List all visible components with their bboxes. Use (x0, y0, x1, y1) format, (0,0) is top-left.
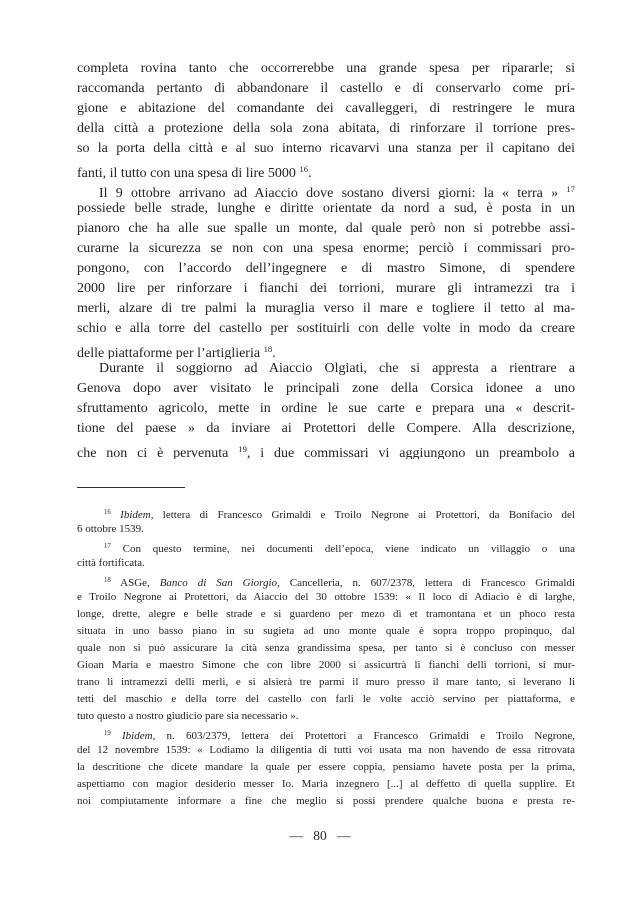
text-run: 6 ottobre 1539. (77, 523, 144, 535)
text-line (77, 219, 575, 239)
text-line (77, 589, 575, 606)
italic-text: Banco di San Giorgio (159, 576, 278, 589)
text-line (77, 572, 575, 589)
page-number-text: — 80 — (289, 828, 351, 843)
text-line (77, 725, 575, 742)
text-run: trano li intramezzi delli merli, e si alsierà tre parmi il muro presso il mare tanto, si leverano li (77, 676, 575, 688)
text-run: Genova dopo aver visitato le principali zone della Corsica idonee a uno (77, 381, 575, 396)
text-line (77, 319, 575, 339)
text-run: sfruttamento agricolo, mette in ordine le sue carte e prepara una « descrit- (77, 401, 575, 416)
paragraph (77, 572, 575, 725)
text-run: . (308, 165, 312, 179)
text-line (77, 759, 575, 776)
text-run: Durante il soggiorno ad Aiaccio Olgiati, che si appresta a rientrare a (99, 361, 575, 376)
text-line (77, 119, 575, 139)
footnote-marker: 17 (566, 184, 575, 194)
text-line (77, 640, 575, 657)
text-run: Gioan Maria e maestro Simone che con libre 2000 si assicurtrà li fianchi delli torrioni, si mur- (77, 659, 575, 671)
text-run: ASGe, (110, 576, 160, 589)
text-run: pongono, con l’accordo dell’ingegnere e di mastro Simone, di spendere (77, 261, 575, 276)
footnote-marker: 16 (299, 164, 309, 174)
text-line (77, 279, 575, 299)
footnotes (77, 504, 575, 810)
text-run: 2000 lire per rinforzare i fianchi dei torrioni, murare gli intramezzi tra i (77, 281, 575, 296)
paragraph (77, 179, 575, 359)
text-run: Il 9 ottobre arrivano ad Aiaccio dove sostano diversi giorni: la « terra » (99, 185, 567, 199)
text-line (77, 99, 575, 119)
text-run: longe, drette, alegre e belle strade e si guardeno per mezo dì et tramontana et un phoco resta (77, 608, 575, 620)
text-run: completa rovina tanto che occorrerebbe una grande spesa per ripararle; si (77, 61, 575, 76)
text-run: curarne la sicurezza se non con una spesa enorme; perciò i commissari pro- (77, 241, 575, 256)
italic-text: Ibidem (120, 508, 151, 521)
text-run: schio e alla torre del castello per sostituirli con delle volte in modo da creare (77, 321, 575, 336)
text-line (77, 657, 575, 674)
footnote-marker: 19 (238, 444, 247, 454)
text-run: tione del paese » da inviare ai Protettori delle Compere. Alla descrizione, (77, 421, 575, 436)
text-run: , lettera di Francesco Grimaldi e Troilo Negrone ai Protettori, da Bonifacio del (150, 508, 575, 521)
footnote-separator (77, 487, 185, 488)
paragraph (77, 504, 575, 538)
text-line (77, 674, 575, 691)
paragraph (77, 725, 575, 810)
text-run: raccomanda pertanto di abbandonare il castello e di conservarlo come pri- (77, 81, 575, 96)
text-run: delle piattaforme per l’artiglieria (77, 345, 264, 359)
body-text (77, 59, 575, 459)
footnote-marker: 18 (263, 344, 273, 354)
footnote-marker: 19 (104, 730, 111, 737)
text-run: tuto questo a nostro giudicio pare sia necessario ». (77, 710, 299, 722)
text-line (77, 504, 575, 521)
italic-text: Ibidem (122, 729, 153, 742)
text-line (77, 521, 575, 538)
text-run: , i due commissari vi aggiungono un preambolo a (246, 445, 575, 459)
text-line (77, 259, 575, 279)
text-line (77, 379, 575, 399)
text-run: aspettiamo con magior desiderio messer Io. Maria inzegnero [...] al deffetto di quella supplire. Et (77, 778, 575, 790)
paragraph (77, 538, 575, 572)
text-line (77, 623, 575, 640)
text-line (77, 691, 575, 708)
footnote-marker: 16 (104, 509, 111, 516)
text-line (77, 399, 575, 419)
text-run: merli, alzare di tre palmi la muraglia verso il mare e togliere il tetto al ma- (77, 301, 575, 316)
text-line (77, 139, 575, 159)
text-line (77, 555, 575, 572)
text-line (77, 179, 575, 199)
text-line (77, 439, 575, 459)
text-run: . (272, 345, 276, 359)
text-run: della città a protezione della sola zona abitata, di rinforzare il torrione pres- (77, 121, 575, 136)
text-run: e Troilo Negrone ai Protettori, da Aiaccio del 30 ottobre 1539: « Il loco di Adiacio è di larghe, (77, 591, 575, 603)
paragraph (77, 359, 575, 459)
text-run: Con questo termine, nei documenti dell’epoca, viene indicato un villaggio o una (110, 542, 575, 555)
text-line (77, 776, 575, 793)
text-run (111, 509, 120, 521)
text-run: noi compiutamente informare a fine che meglio si possi prendere qualche buona e presta re- (77, 795, 575, 807)
text-run: possiede belle strade, lunghe e diritte orientate da nord a sud, è posta in un (77, 201, 575, 216)
paragraph (77, 59, 575, 179)
text-run: fanti, il tutto con una spesa di lire 5000 (77, 165, 300, 179)
text-run: città fortificata. (77, 557, 145, 569)
page-number (0, 828, 640, 844)
text-run: so la porta della città e al suo interno ricavarvi una stanza per il capitano dei (77, 141, 575, 156)
text-line (77, 339, 575, 359)
text-line (77, 708, 575, 725)
text-run: che non ci è pervenuta (77, 445, 239, 459)
text-line (77, 199, 575, 219)
text-run: situata in uno basso piano in su sugieta ad uno monte quale è sopra troppo propinquo, dal (77, 625, 575, 637)
text-run: tetti del maschio e della torre del castello con farli le volte acciò servino per piattaforma, e (77, 693, 575, 705)
text-line (77, 419, 575, 439)
text-run: , n. 603/2379, lettera dei Protettori a Francesco Grimaldi e Troilo Negrone, (152, 729, 575, 742)
text-run: la descritione che dicete mandare la quale per essere coppia, pensiamo havete posta per la prima, (77, 761, 575, 773)
text-line (77, 299, 575, 319)
footnote-marker: 18 (104, 577, 111, 584)
text-line (77, 606, 575, 623)
text-line (77, 742, 575, 759)
text-run: , Cancelleria, n. 607/2378, lettera di Francesco Grimaldi (277, 576, 575, 589)
text-line (77, 359, 575, 379)
text-run: del 12 novembre 1539: « Lodiamo la diligentia di tutti voi usata ma non havendo de essa ritrovata (77, 744, 575, 756)
footnote-marker: 17 (104, 543, 111, 550)
text-line (77, 79, 575, 99)
text-run (111, 730, 122, 742)
text-line (77, 159, 575, 179)
text-line (77, 793, 575, 810)
text-line (77, 239, 575, 259)
text-run: gione e abitazione del comandante dei cavalleggeri, di restringere le mura (77, 101, 575, 116)
text-run: pianoro che ha alle sue spalle un monte, dal quale però non si potrebbe assi- (77, 221, 575, 236)
text-line (77, 59, 575, 79)
text-line (77, 538, 575, 555)
text-run: quale non si può assicurare la cità senza grandissima spesa, per tanto si è concluso con messer (77, 642, 575, 654)
